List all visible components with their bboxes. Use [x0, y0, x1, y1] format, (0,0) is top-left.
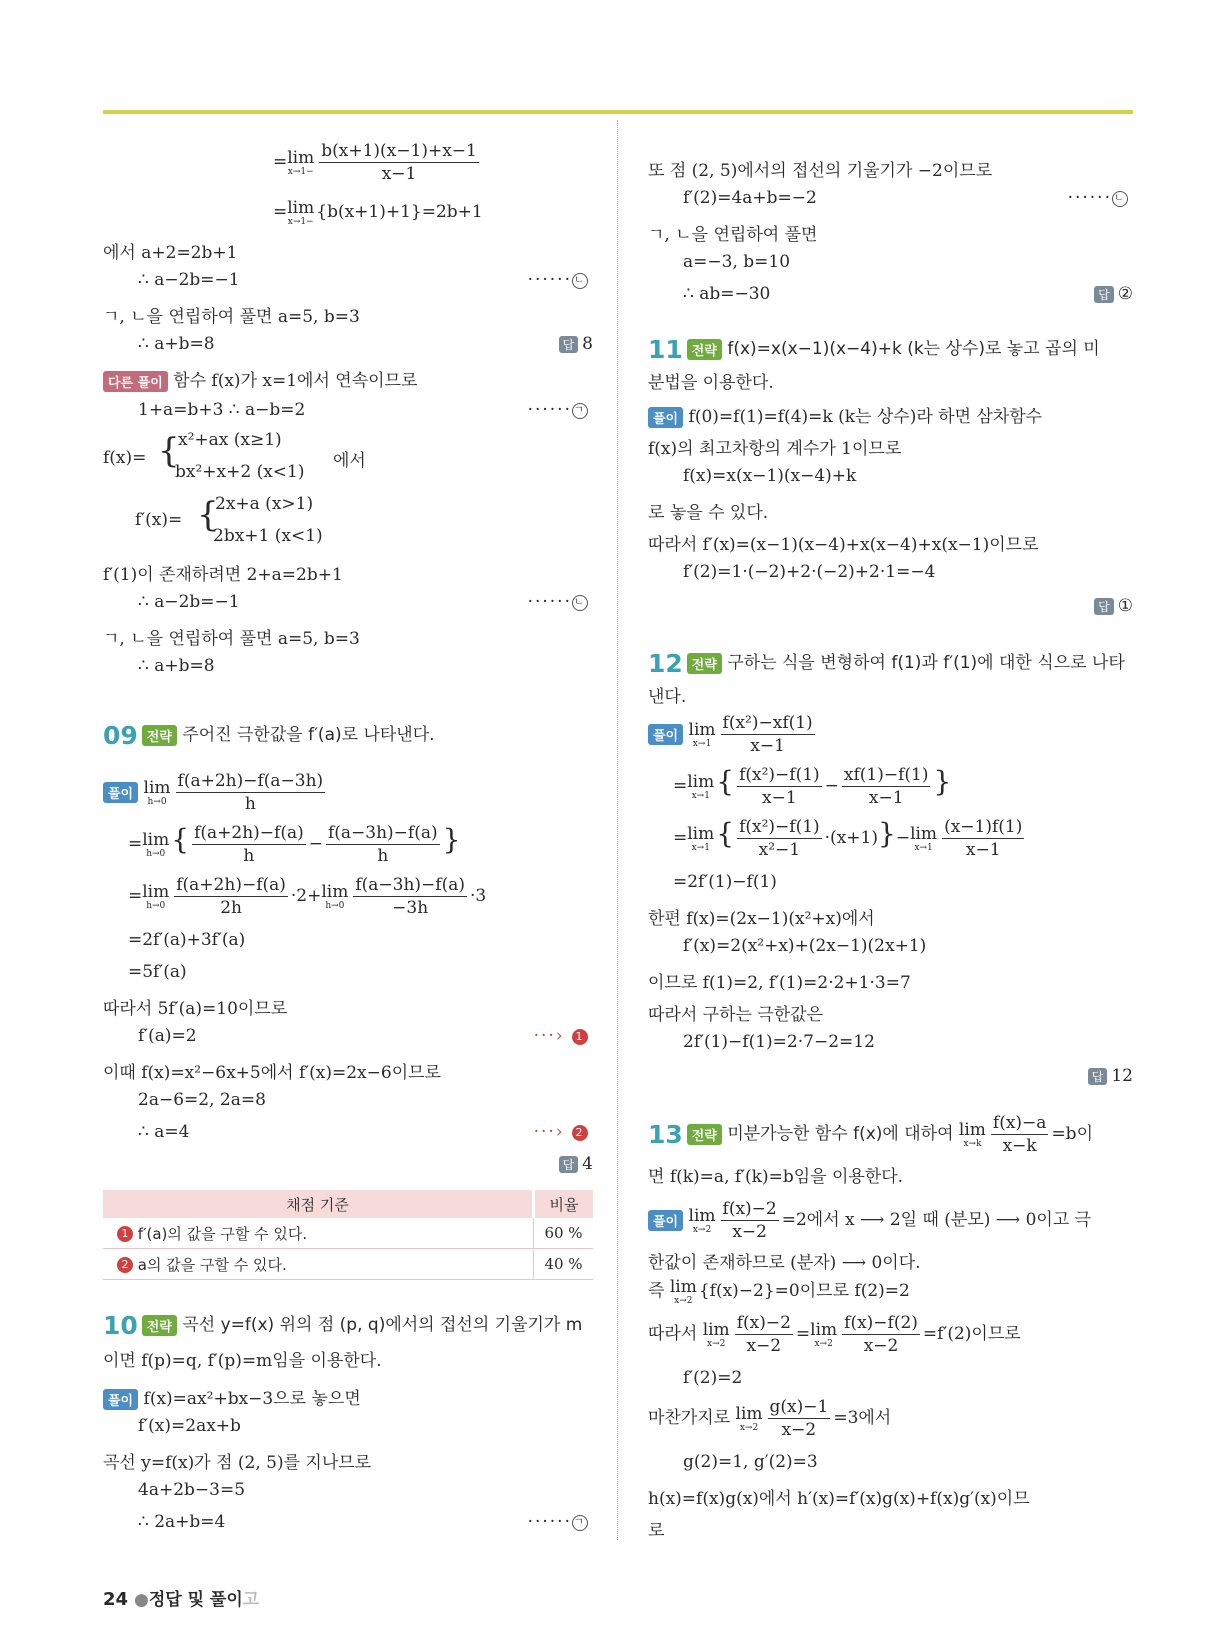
text-line: f′(x)=2ax+b — [138, 1416, 241, 1436]
text-line: 낸다. — [648, 687, 687, 707]
text-line: 2f′(1)−f(1)=2·7−2=12 — [683, 1032, 875, 1052]
problem-11-solution: 풀이 f(0)=f(1)=f(4)=k (k는 상수)라 하면 삼차함수 — [648, 402, 1042, 428]
limit-eq-2: = lim x→1− {b(x+1)+1}=2b+1 — [273, 198, 483, 227]
text-line: 한값이 존재하므로 (분자) ⟶ 0이다. — [648, 1253, 921, 1273]
problem-13-solution: 풀이 lim x→2 $\frac{f(x)-2}{x-2}$ =2에서 x ⟶ 2일 때 (분모) ⟶ 0이고 극 — [648, 1198, 1091, 1243]
text-line: ∴ a+b=8 — [138, 656, 215, 676]
problem-12-eq-1: 풀이 lim x→1 $\frac{\text{f(x²)−xf(1)}}{x-1}$ — [648, 712, 818, 757]
tag-marker: ······ ㄱ — [528, 400, 588, 420]
problem-10-header: 10 전략 곡선 y=f(x) 위의 점 (p, q)에서의 접선의 기울기가 m — [103, 1311, 583, 1340]
problem-12-header: 12 전략 구하는 식을 변형하여 f(1)과 f′(1)에 대한 식으로 나타 — [648, 649, 1125, 678]
step-marker-1: ···› 1 — [534, 1026, 588, 1046]
table-row: 1 f′(a)의 값을 구할 수 있다. 60 % — [103, 1218, 593, 1249]
problem-09-header: 09 전략 주어진 극한값을 f′(a)로 나타낸다. — [103, 721, 435, 750]
tag-marker: ······ ㄴ — [528, 270, 588, 290]
text-line: ∴ a−2b=−1 — [138, 592, 240, 612]
problem-09-eq-1: 풀이 lim h→0 $\frac{f(a+2h)-f(a-3h)}{h}$ — [103, 770, 328, 815]
problem-12-eq-3: = lim x→1 { $\frac{\text{f(x²)−f(1)}}{\text{x²−1}}$ ·(x+1)}− lim x→1 $\frac{(x-1)f(1)}{x-1}$ — [673, 817, 1023, 860]
problem-11-header: 11 전략 f(x)=x(x−1)(x−4)+k (k는 상수)로 놓고 곱의 미 — [648, 335, 1100, 364]
column-divider — [617, 120, 618, 1540]
alt-solution-line: 다른 풀이 함수 f(x)가 x=1에서 연속이므로 — [103, 366, 417, 392]
text-line: ∴ a=4 — [138, 1122, 190, 1142]
text-line: 2a−6=2, 2a=8 — [138, 1090, 266, 1110]
text-line: 이면 f(p)=q, f′(p)=m임을 이용한다. — [103, 1351, 382, 1371]
text-line: 이므로 f(1)=2, f′(1)=2·2+1·3=7 — [648, 973, 911, 993]
answer-mark: 답 8 — [559, 334, 593, 354]
text-line: 한편 f(x)=(2x−1)(x²+x)에서 — [648, 909, 875, 929]
text-line: 1+a=b+3 ∴ a−b=2 — [138, 400, 306, 420]
text-line: f(x)=x(x−1)(x−4)+k — [683, 466, 857, 486]
alt-solution-badge: 다른 풀이 — [103, 371, 168, 392]
text-line: f(x)의 최고차항의 계수가 1이므로 — [648, 439, 902, 459]
scoring-header-ratio: 비율 — [534, 1190, 594, 1218]
text-line: ∴ a+b=8 — [138, 334, 215, 354]
text-line: ㄱ, ㄴ을 연립하여 풀면 a=5, b=3 — [103, 629, 360, 649]
problem-13-header: 13 전략 미분가능한 함수 f(x)에 대하여 lim x→k $\frac{f(x)-a}{x-k}$ =b이 — [648, 1113, 1093, 1156]
text-line: 따라서 f′(x)=(x−1)(x−4)+x(x−4)+x(x−1)이므로 — [648, 535, 1039, 555]
text-line: =2f′(a)+3f′(a) — [128, 930, 246, 950]
text-line: f′(2)=4a+b=−2 — [683, 188, 817, 208]
scoring-table — [103, 1190, 593, 1280]
problem-12-eq-2: = lim x→1 { $\frac{\text{f(x²)−f(1)}}{x-1}$ − $\frac{xf(1)-f(1)}{x-1}$ } — [673, 765, 952, 808]
text-line: 이때 f(x)=x²−6x+5에서 f′(x)=2x−6이므로 — [103, 1063, 441, 1083]
tag-marker: ······ ㄴ — [528, 592, 588, 612]
text-line: 따라서 lim x→2 $\frac{f(x)-2}{x-2}$ = lim x→2 $\frac{f(x)-f(2)}{x-2}$ =f′(2)이므로 — [648, 1313, 1021, 1356]
scoring-header-criteria: 채점 기준 — [103, 1190, 534, 1218]
header-rule — [103, 110, 1133, 114]
text-line: f′(2)=2 — [683, 1368, 743, 1388]
problem-09-eq-2: = lim h→0 { $\frac{f(a+2h)-f(a)}{h}$ − $\frac{f(a-3h)-f(a)}{h}$ } — [128, 823, 461, 866]
text-line: 에서 a+2=2b+1 — [103, 243, 238, 263]
footer-label: 정답 및 풀이 — [148, 1590, 243, 1610]
problem-09-eq-3: = lim h→0 $\frac{f(a+2h)-f(a)}{2h}$ ·2+ lim h→0 $\frac{f(a-3h)-f(a)}{-3h}$ ·3 — [128, 875, 487, 918]
text-line: 로 — [648, 1521, 665, 1541]
text-line: f′(1)이 존재하려면 2+a=2b+1 — [103, 565, 343, 585]
text-line: f′(a)=2 — [138, 1026, 197, 1046]
tag-marker: ······ ㄴ — [1068, 188, 1128, 208]
text-line: 따라서 구하는 극한값은 — [648, 1005, 824, 1025]
problem-10-solution: 풀이 f(x)=ax²+bx−3으로 놓으면 — [103, 1384, 361, 1410]
text-line: ∴ ab=−30 — [683, 284, 771, 304]
limit-eq-1: = lim x→1− $\frac{b(x+1)(x-1)+x-1}{x-1}$ — [273, 141, 477, 184]
text-line: 로 놓을 수 있다. — [648, 503, 769, 523]
text-line: f′(2)=1·(−2)+2·(−2)+2·1=−4 — [683, 562, 936, 582]
text-line: g(2)=1, g′(2)=3 — [683, 1452, 818, 1472]
text-line: 4a+2b−3=5 — [138, 1480, 246, 1500]
text-line: 곡선 y=f(x)가 점 (2, 5)를 지나므로 — [103, 1453, 372, 1473]
page-footer: 24 ●정답 및 풀이고 — [103, 1589, 260, 1610]
text-line: 마찬가지로 lim x→2 $\frac{g(x)-1}{x-2}$ =3에서 — [648, 1397, 892, 1440]
answer-mark: 답 4 — [559, 1154, 593, 1174]
text-line: ㄱ, ㄴ을 연립하여 풀면 — [648, 225, 818, 245]
text-line: =5f′(a) — [128, 962, 187, 982]
text-line: 따라서 5f′(a)=10이므로 — [103, 999, 288, 1019]
text-line: f′(x)=2(x²+x)+(2x−1)(2x+1) — [683, 936, 927, 956]
text-line: a=−3, b=10 — [683, 252, 791, 272]
answer-mark: 답 ① — [1094, 596, 1133, 616]
page-number: 24 — [103, 1589, 129, 1610]
step-marker-2: ···› 2 — [534, 1122, 588, 1142]
text-line: 면 f(k)=a, f′(k)=b임을 이용한다. — [648, 1167, 904, 1187]
tag-marker: ······ ㄱ — [528, 1512, 588, 1532]
text-line: h(x)=f(x)g(x)에서 h′(x)=f′(x)g(x)+f(x)g′(x)이므 — [648, 1489, 1030, 1509]
text-line: ∴ a−2b=−1 — [138, 270, 240, 290]
text-line: ㄱ, ㄴ을 연립하여 풀면 a=5, b=3 — [103, 307, 360, 327]
text-line: 또 점 (2, 5)에서의 접선의 기울기가 −2이므로 — [648, 161, 993, 181]
table-row: 2 a의 값을 구할 수 있다. 40 % — [103, 1249, 593, 1280]
answer-mark: 답 ② — [1094, 284, 1133, 304]
answer-mark: 답 12 — [1088, 1066, 1133, 1086]
text-line: 분법을 이용한다. — [648, 373, 774, 393]
bullet-icon: ● — [133, 1590, 149, 1610]
text-line: =2f′(1)−f(1) — [673, 872, 777, 892]
text-line: ∴ 2a+b=4 — [138, 1512, 226, 1532]
text-line: 즉 lim x→2 {f(x)−2}=0이므로 f(2)=2 — [648, 1277, 910, 1306]
